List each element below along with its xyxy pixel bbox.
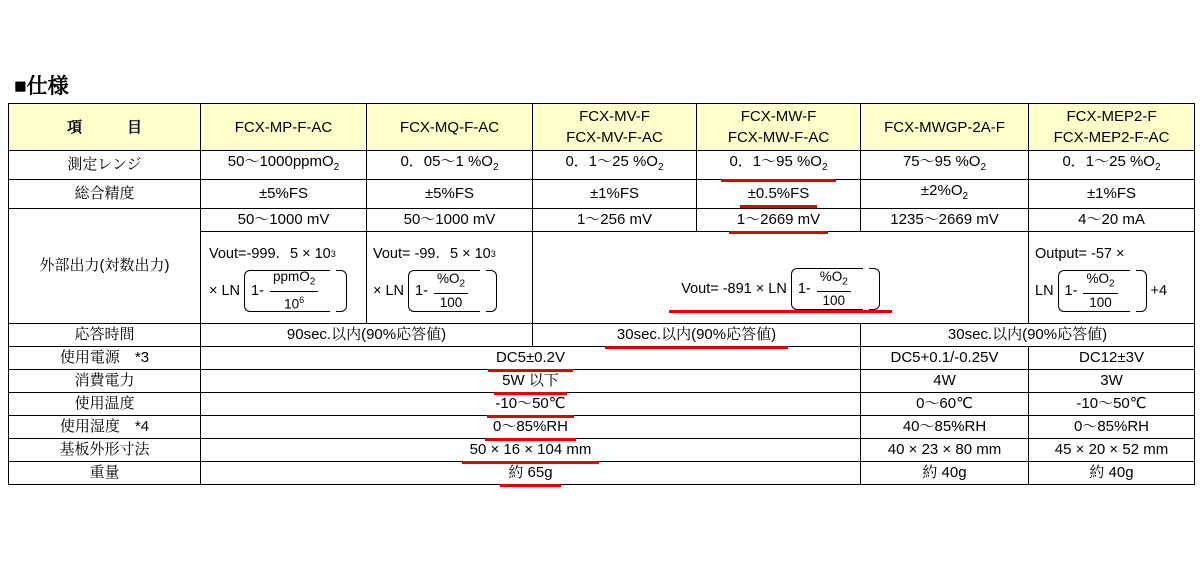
cell-output-mp: 50～1000 mV bbox=[201, 209, 367, 232]
cell-output-mq: 50～1000 mV bbox=[367, 209, 533, 232]
cell-accuracy-mv: ±1%FS bbox=[533, 180, 697, 209]
cell-consumption-main: 5W 以下 bbox=[201, 370, 861, 393]
header-model-mw-line2: FCX-MW-F-AC bbox=[727, 129, 830, 146]
table-row bbox=[9, 462, 1195, 485]
cell-power-main: DC5±0.2V bbox=[201, 347, 861, 370]
cell-humidity-mwgp: 40～85%RH bbox=[861, 416, 1029, 439]
cell-accuracy-mep2: ±1%FS bbox=[1029, 180, 1195, 209]
cell-formula-mid: Vout= -891 × LN 1- $\frac{\%O_2}{100}$ bbox=[533, 232, 1029, 324]
cell-humidity-main: 0～85%RH bbox=[201, 416, 861, 439]
cell-weight-mwgp: 約 40g bbox=[861, 462, 1029, 485]
table-header-row bbox=[9, 104, 1195, 151]
cell-range-mwgp: 75～95 $\%O_2$ bbox=[861, 151, 1029, 180]
header-model-mv-line2: FCX-MV-F-AC bbox=[566, 129, 663, 146]
cell-accuracy-mw: ±0.5%FS bbox=[697, 180, 861, 209]
row-label-response: 応答時間 bbox=[9, 324, 201, 347]
header-model-mv-line1: FCX-MV-F bbox=[579, 108, 650, 125]
header-model-mep2 bbox=[1029, 104, 1195, 151]
table-row bbox=[9, 180, 1195, 209]
cell-weight-mep2: 約 40g bbox=[1029, 462, 1195, 485]
header-item: 項 目 bbox=[9, 104, 201, 151]
header-model-mep2-line2: FCX-MEP2-F-AC bbox=[1053, 129, 1170, 146]
cell-accuracy-mp: ±5%FS bbox=[201, 180, 367, 209]
cell-range-mp: 50～1000ppmO$_2$ bbox=[201, 151, 367, 180]
table-row bbox=[9, 439, 1195, 462]
header-model-mep2-line1: FCX-MEP2-F bbox=[1066, 108, 1157, 125]
cell-formula-mq: Vout= -99．5 × 10 3 × LN 1- $\frac{\%O_2}{100}$ bbox=[367, 232, 533, 324]
row-label-humidity: 使用湿度 *4 bbox=[9, 416, 201, 439]
header-model-mw-line1: FCX-MW-F bbox=[740, 108, 817, 125]
row-label-dimensions: 基板外形寸法 bbox=[9, 439, 201, 462]
cell-dimensions-main: 50 × 16 × 104 mm bbox=[201, 439, 861, 462]
cell-accuracy-mq: ±5%FS bbox=[367, 180, 533, 209]
cell-formula-mep2: Output= -57 × LN 1- $\frac{\%O_2}{100}$ +4 bbox=[1029, 232, 1195, 324]
cell-dimensions-mwgp: 40 × 23 × 80 mm bbox=[861, 439, 1029, 462]
cell-consumption-mep2: 3W bbox=[1029, 370, 1195, 393]
cell-response-b: 30sec.以内(90%応答値) bbox=[533, 324, 861, 347]
header-model-mwgp: FCX-MWGP-2A-F bbox=[861, 104, 1029, 151]
table-row bbox=[9, 209, 1195, 232]
cell-power-mep2: DC12±3V bbox=[1029, 347, 1195, 370]
cell-response-a: 90sec.以内(90%応答値) bbox=[201, 324, 533, 347]
table-row bbox=[9, 151, 1195, 180]
table-row bbox=[9, 416, 1195, 439]
cell-power-mwgp: DC5+0.1/-0.25V bbox=[861, 347, 1029, 370]
cell-output-mwgp: 1235～2669 mV bbox=[861, 209, 1029, 232]
cell-consumption-mwgp: 4W bbox=[861, 370, 1029, 393]
cell-range-mq: 0．05～1 $\%O_2$ bbox=[367, 151, 533, 180]
table-row bbox=[9, 347, 1195, 370]
cell-dimensions-mep2: 45 × 20 × 52 mm bbox=[1029, 439, 1195, 462]
row-label-power: 使用電源 *3 bbox=[9, 347, 201, 370]
cell-output-mw: 1～2669 mV bbox=[697, 209, 861, 232]
page-title: ■仕様 bbox=[14, 75, 69, 98]
cell-range-mep2: 0．1～25 $\%O_2$ bbox=[1029, 151, 1195, 180]
cell-accuracy-mwgp: $\pm 2\%O_2$ bbox=[861, 180, 1029, 209]
cell-output-mv: 1～256 mV bbox=[533, 209, 697, 232]
header-model-mq: FCX-MQ-F-AC bbox=[367, 104, 533, 151]
header-model-mw bbox=[697, 104, 861, 151]
row-label-temperature: 使用温度 bbox=[9, 393, 201, 416]
table-row bbox=[9, 393, 1195, 416]
cell-range-mv: 0．1～25 $\%O_2$ bbox=[533, 151, 697, 180]
header-model-mv bbox=[533, 104, 697, 151]
table-row bbox=[9, 324, 1195, 347]
cell-temperature-mwgp: 0～60℃ bbox=[861, 393, 1029, 416]
cell-range-mw: 0．1～95 $\%O_2$ bbox=[697, 151, 861, 180]
row-label-consumption: 消費電力 bbox=[9, 370, 201, 393]
cell-response-c: 30sec.以内(90%応答値) bbox=[861, 324, 1195, 347]
cell-temperature-mep2: -10～50℃ bbox=[1029, 393, 1195, 416]
cell-humidity-mep2: 0～85%RH bbox=[1029, 416, 1195, 439]
row-label-range: 測定レンジ bbox=[9, 151, 201, 180]
cell-temperature-main: -10～50℃ bbox=[201, 393, 861, 416]
cell-weight-main: 約 65g bbox=[201, 462, 861, 485]
table-row bbox=[9, 370, 1195, 393]
spec-table bbox=[8, 103, 1195, 485]
row-label-accuracy: 総合精度 bbox=[9, 180, 201, 209]
row-label-output: 外部出力(対数出力) bbox=[9, 209, 201, 324]
cell-output-mep2: 4～20 mA bbox=[1029, 209, 1195, 232]
cell-formula-mp: Vout=-999．5 × 10 3 × LN 1- $\frac{ppmO_2}{10^6}$ bbox=[201, 232, 367, 324]
row-label-weight: 重量 bbox=[9, 462, 201, 485]
header-model-mp: FCX-MP-F-AC bbox=[201, 104, 367, 151]
